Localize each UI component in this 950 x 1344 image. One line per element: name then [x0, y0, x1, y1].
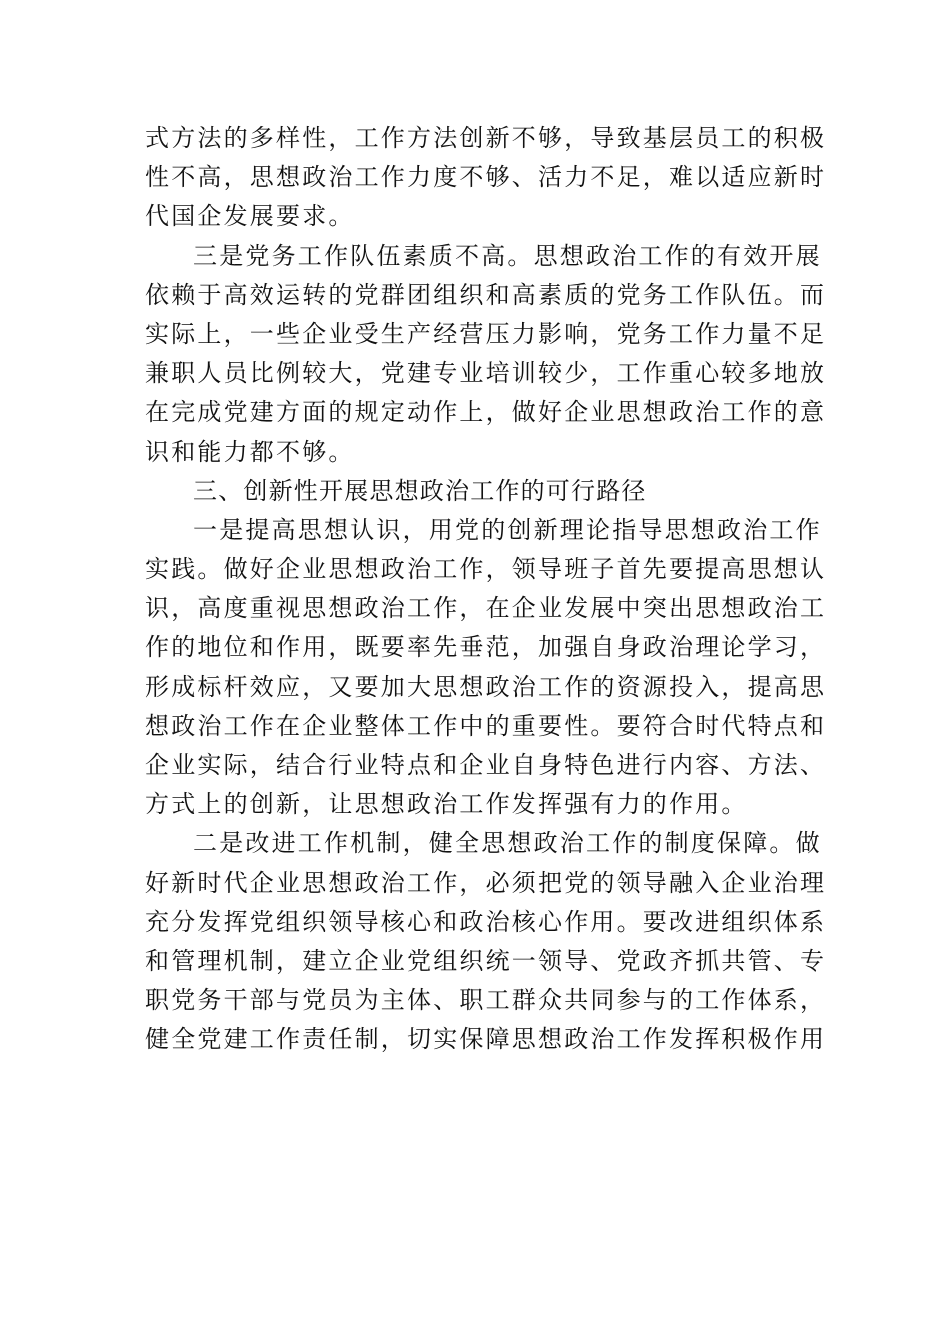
paragraph-line: 方式上的创新，让思想政治工作发挥强有力的作用。 — [145, 790, 748, 819]
paragraph-line: 好新时代企业思想政治工作，必须把党的领导融入企业治理 — [145, 868, 827, 897]
section-heading: 三、创新性开展思想政治工作的可行路径 — [193, 476, 647, 505]
paragraph-line: 兼职人员比例较大，党建专业培训较少，工作重心较多地放 — [145, 359, 827, 388]
paragraph-line: 识，高度重视思想政治工作，在企业发展中突出思想政治工 — [145, 594, 827, 623]
paragraph-line: 依赖于高效运转的党群团组织和高素质的党务工作队伍。而 — [145, 280, 827, 309]
paragraph-line: 性不高，思想政治工作力度不够、活力不足，难以适应新时 — [145, 163, 827, 192]
paragraph-line: 充分发挥党组织领导核心和政治核心作用。要改进组织体系 — [145, 907, 827, 936]
paragraph-line: 实践。做好企业思想政治工作，领导班子首先要提高思想认 — [145, 555, 827, 584]
paragraph-line: 企业实际，结合行业特点和企业自身特色进行内容、方法、 — [145, 751, 827, 779]
paragraph-line: 想政治工作在企业整体工作中的重要性。要符合时代特点和 — [145, 711, 827, 740]
paragraph-line: 二是改进工作机制，健全思想政治工作的制度保障。做 — [193, 829, 822, 858]
paragraph-line: 作的地位和作用，既要率先垂范，加强自身政治理论学习， — [145, 633, 827, 662]
document-body — [145, 119, 827, 1060]
paragraph-line: 形成标杆效应，又要加大思想政治工作的资源投入，提高思 — [145, 672, 827, 701]
paragraph-line: 一是提高思想认识，用党的创新理论指导思想政治工作 — [193, 515, 822, 544]
paragraph-line: 式方法的多样性，工作方法创新不够，导致基层员工的积极 — [145, 124, 827, 152]
paragraph-line: 实际上，一些企业受生产经营压力影响，党务工作力量不足 — [145, 319, 827, 348]
paragraph-line: 在完成党建方面的规定动作上，做好企业思想政治工作的意 — [145, 398, 827, 427]
paragraph-line: 健全党建工作责任制，切实保障思想政治工作发挥积极作用 — [145, 1025, 827, 1054]
paragraph-line: 识和能力都不够。 — [145, 437, 355, 466]
paragraph-line: 职党务干部与党员为主体、职工群众共同参与的工作体系， — [145, 986, 827, 1015]
paragraph-line: 三是党务工作队伍素质不高。思想政治工作的有效开展 — [193, 241, 822, 270]
paragraph-line: 和管理机制，建立企业党组织统一领导、党政齐抓共管、专 — [145, 946, 827, 975]
paragraph-line: 代国企发展要求。 — [145, 202, 355, 231]
